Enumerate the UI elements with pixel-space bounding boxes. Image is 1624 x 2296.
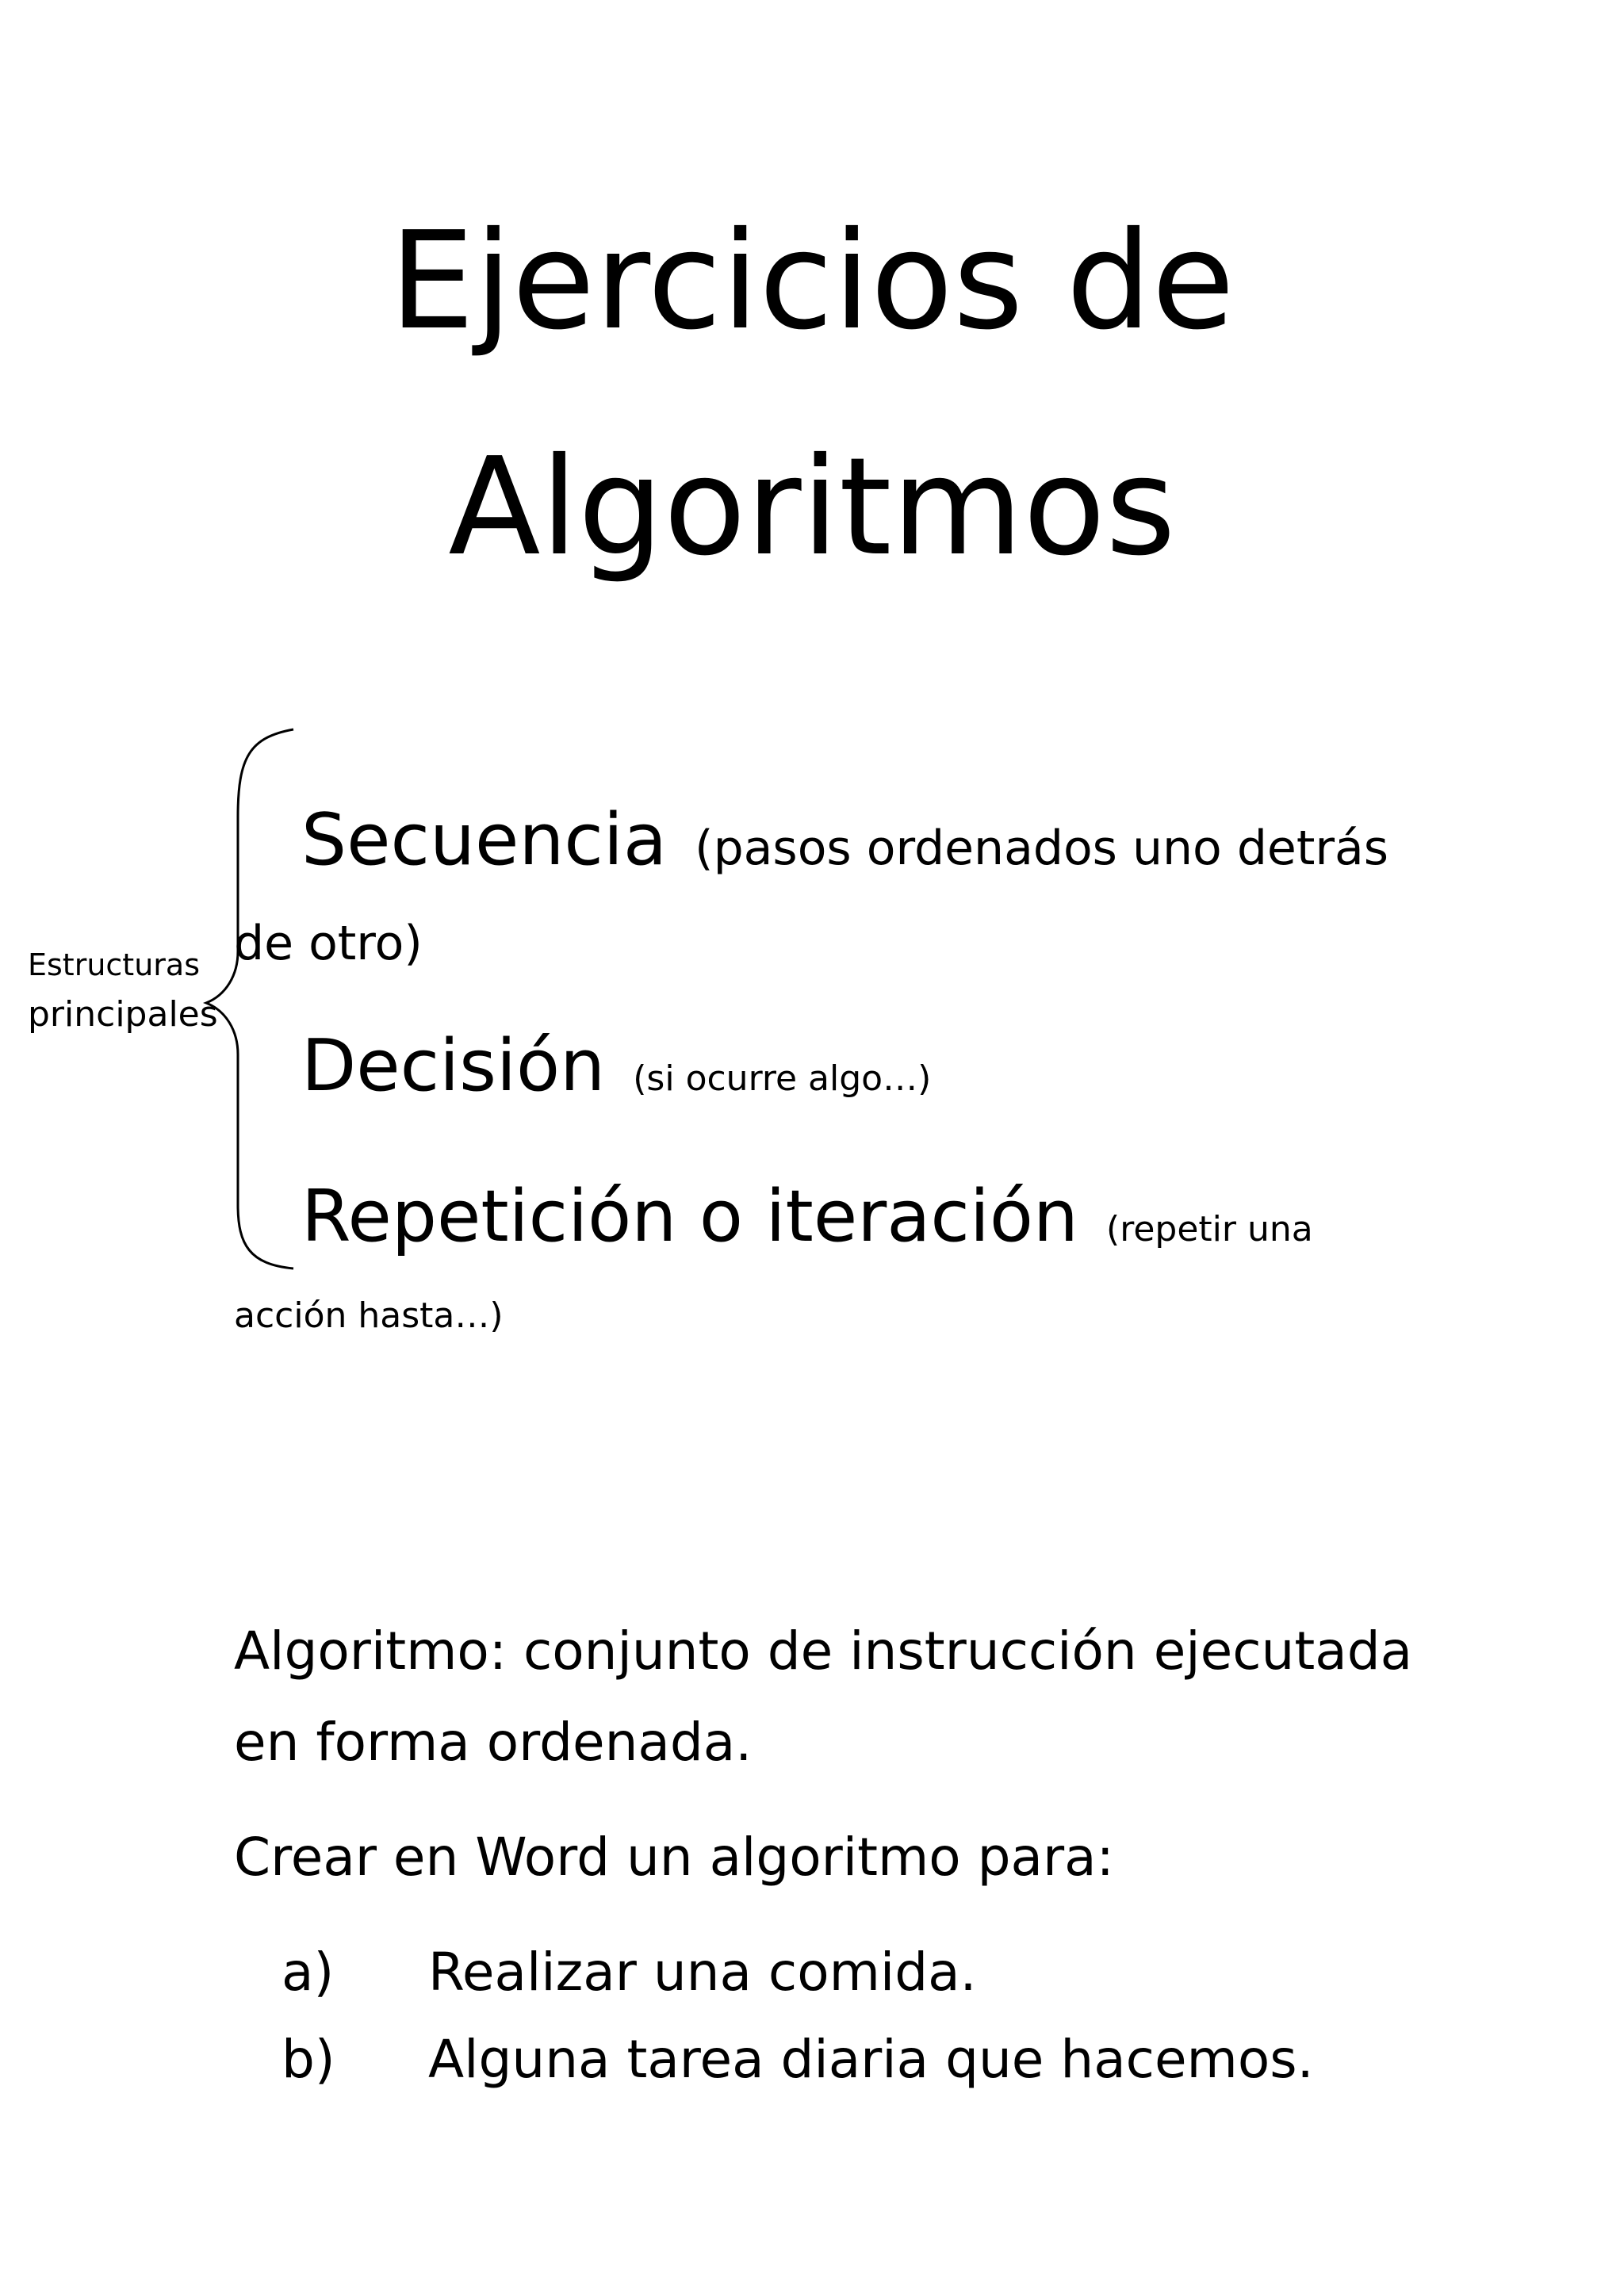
structure-name: Decisión — [301, 1024, 606, 1108]
structure-secuencia — [301, 798, 1389, 882]
structure-note-continued: acción hasta…) — [234, 1295, 504, 1336]
page-title-line-1: Ejercicios de — [389, 203, 1235, 360]
structure-note-continued: de otro) — [234, 916, 423, 971]
structure-name: Secuencia — [301, 798, 668, 882]
structure-decision — [301, 1024, 932, 1108]
definition-line-1: Algoritmo: conjunto de instrucción ejecutada — [234, 1621, 1413, 1682]
task-prompt: Crear en Word un algoritmo para: — [234, 1827, 1114, 1888]
structure-repeticion — [301, 1175, 1313, 1258]
structure-note: (si ocurre algo…) — [633, 1058, 932, 1099]
task-item-marker: a) — [282, 1942, 335, 2003]
definition-line-2: en forma ordenada. — [234, 1712, 753, 1773]
page-title-line-2: Algoritmos — [448, 429, 1176, 586]
side-label-estructuras: Estructuras — [28, 947, 200, 982]
task-item-marker: b) — [282, 2029, 335, 2090]
side-label-principales: principales — [28, 994, 218, 1035]
task-item-text: Alguna tarea diaria que hacemos. — [428, 2029, 1314, 2090]
task-item-text: Realizar una comida. — [428, 1942, 977, 2003]
structure-name: Repetición o iteración — [301, 1175, 1078, 1258]
structure-note: (repetir una — [1106, 1209, 1313, 1249]
structure-note: (pasos ordenados uno detrás — [695, 821, 1389, 876]
